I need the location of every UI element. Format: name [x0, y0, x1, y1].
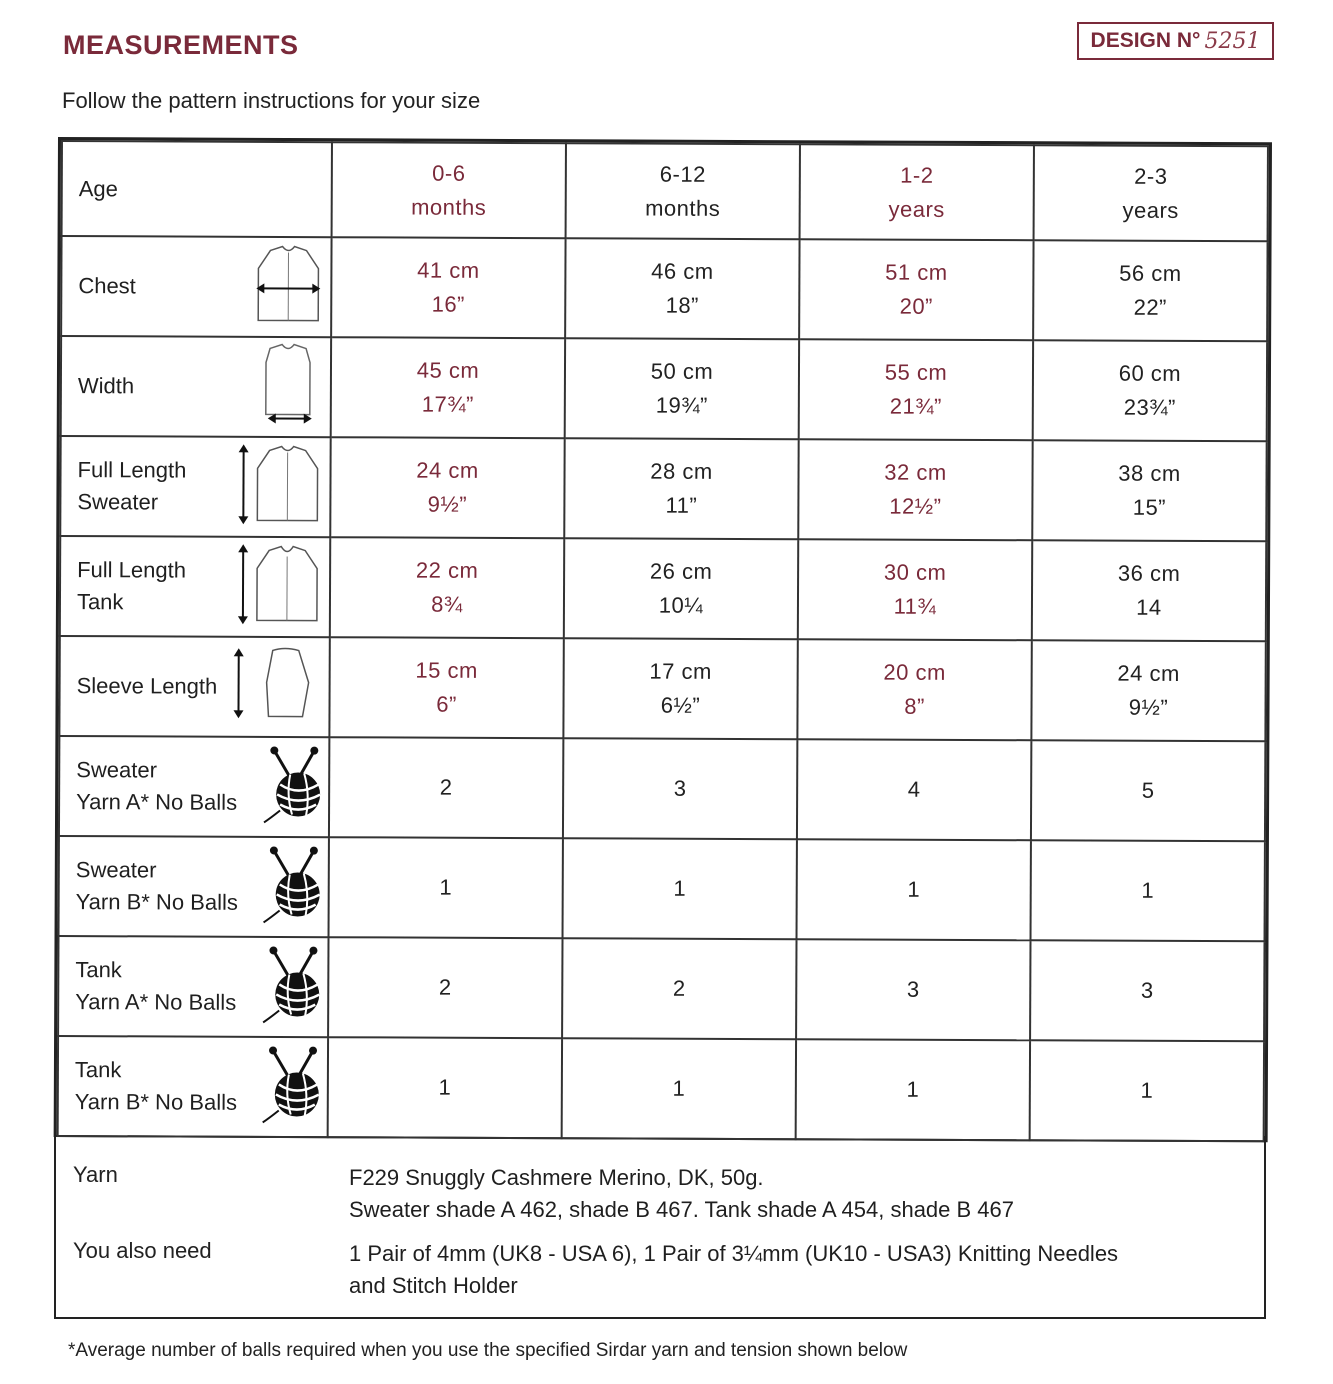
yarn-ball-icon [259, 1044, 325, 1129]
age-label: Age [78, 175, 118, 201]
measurement-cell: 1 [563, 838, 797, 939]
measurement-cell: 36 cm 14 [1032, 540, 1266, 641]
measurement-cell: 3 [796, 939, 1030, 1040]
sleeve-length-icon [228, 644, 320, 729]
measurement-cell: 28 cm 11” [564, 438, 798, 539]
measurement-cell: 56 cm 22” [1033, 240, 1267, 341]
sweater-chest-icon [248, 242, 328, 331]
row-label: Tank Yarn B* No Balls [74, 1057, 238, 1115]
measurement-cell: 1 [1031, 840, 1265, 941]
age-label-cell [62, 141, 332, 237]
table-row [59, 736, 1265, 841]
measurement-cell: 3 [1030, 940, 1264, 1041]
table-row [58, 1036, 1264, 1141]
measurement-cell: 55 cm 21¾” [799, 339, 1033, 440]
measurement-cell: 15 cm 6” [329, 637, 563, 738]
table-row [61, 236, 1267, 341]
row-label: Full Length Sweater [77, 457, 187, 515]
also-need-line-2: and Stitch Holder [349, 1273, 518, 1298]
row-label: Sweater Yarn B* No Balls [75, 857, 238, 915]
measurement-cell: 1 [796, 1039, 1030, 1140]
row-label-cell [59, 836, 329, 937]
table-row [59, 636, 1265, 741]
age-row [62, 141, 1268, 241]
subtitle: Follow the pattern instructions for your size [62, 88, 481, 113]
row-label-cell [60, 536, 330, 637]
also-need-label: You also need [73, 1238, 212, 1263]
measurement-cell: 26 cm 10¼ [564, 538, 798, 639]
yarn-ball-icon [259, 944, 325, 1029]
row-label-cell [60, 436, 330, 537]
table-row [61, 336, 1267, 441]
sweater-width-icon [248, 342, 328, 431]
design-label: DESIGN N° [1090, 29, 1201, 52]
yarn-ball-icon [260, 844, 326, 929]
table-row [59, 836, 1265, 941]
measurements-table [54, 137, 1272, 1142]
measurement-cell: 22 cm 8¾ [330, 537, 564, 638]
row-label-cell [58, 1036, 328, 1137]
yarn-ball-icon [260, 744, 326, 829]
measurement-cell: 41 cm 16” [331, 237, 565, 338]
row-label: Width [77, 373, 135, 399]
measurement-cell: 1 [562, 1038, 796, 1139]
sweater-length-icon [233, 440, 325, 533]
table-row [60, 436, 1266, 541]
design-number: 5251 [1204, 28, 1261, 54]
yarn-label: Yarn [73, 1162, 118, 1187]
measurement-cell: 5 [1031, 740, 1265, 841]
row-label-cell [58, 936, 328, 1037]
measurement-cell: 17 cm 6½” [563, 638, 797, 739]
measurement-cell: 60 cm 23¾” [1033, 340, 1267, 441]
size-header: 6-12 months [566, 143, 800, 239]
yarn-section [54, 1136, 1266, 1319]
also-need-line-1: 1 Pair of 4mm (UK8 - USA 6), 1 Pair of 3¼mm (UK10 - USA3) Knitting Needles [349, 1241, 1119, 1266]
size-header: 1-2 years [800, 144, 1034, 240]
measurement-cell: 20 cm 8” [797, 639, 1031, 740]
yarn-line-2: Sweater shade A 462, shade B 467. Tank shade A 454, shade B 467 [349, 1197, 1015, 1222]
measurement-cell: 24 cm 9½” [1031, 640, 1265, 741]
design-number-box [1077, 22, 1274, 60]
measurement-cell: 4 [797, 739, 1031, 840]
measurement-cell: 1 [797, 839, 1031, 940]
measurement-cell: 2 [562, 938, 796, 1039]
row-label: Tank Yarn A* No Balls [75, 957, 237, 1015]
table-row [58, 936, 1264, 1041]
footnote: *Average number of balls required when you use the specified Sirdar yarn and tension shown below [68, 1340, 908, 1361]
also-need-details [349, 1238, 1118, 1302]
row-label-cell [61, 336, 331, 437]
page-title: MEASUREMENTS [63, 30, 299, 60]
table-row [60, 536, 1266, 641]
measurement-cell: 2 [328, 937, 562, 1038]
measurement-cell: 51 cm 20” [799, 239, 1033, 340]
measurement-cell: 46 cm 18” [565, 238, 799, 339]
measurement-cell: 1 [329, 837, 563, 938]
row-label: Full Length Tank [76, 557, 187, 615]
measurement-cell: 50 cm 19¾” [565, 338, 799, 439]
row-label-cell [61, 236, 331, 337]
tank-length-icon [233, 540, 325, 633]
row-label: Sleeve Length [76, 673, 218, 699]
row-label-cell [59, 636, 329, 737]
size-header: 0-6 months [332, 142, 566, 238]
measurement-cell: 24 cm 9½” [330, 437, 564, 538]
measurement-cell: 38 cm 15” [1032, 440, 1266, 541]
measurement-cell: 45 cm 17¾” [331, 337, 565, 438]
row-label-cell [59, 736, 329, 837]
measurement-cell: 32 cm 12½” [798, 439, 1032, 540]
measurement-cell: 1 [328, 1037, 562, 1138]
row-label: Sweater Yarn A* No Balls [76, 757, 238, 815]
size-header: 2-3 years [1034, 145, 1268, 241]
row-label: Chest [78, 273, 136, 299]
measurement-cell: 1 [1030, 1040, 1264, 1141]
measurement-cell: 3 [563, 738, 797, 839]
measurement-cell: 30 cm 11¾ [798, 539, 1032, 640]
yarn-line-1: F229 Snuggly Cashmere Merino, DK, 50g. [349, 1165, 764, 1190]
yarn-details [349, 1162, 1014, 1226]
measurement-cell: 2 [329, 737, 563, 838]
